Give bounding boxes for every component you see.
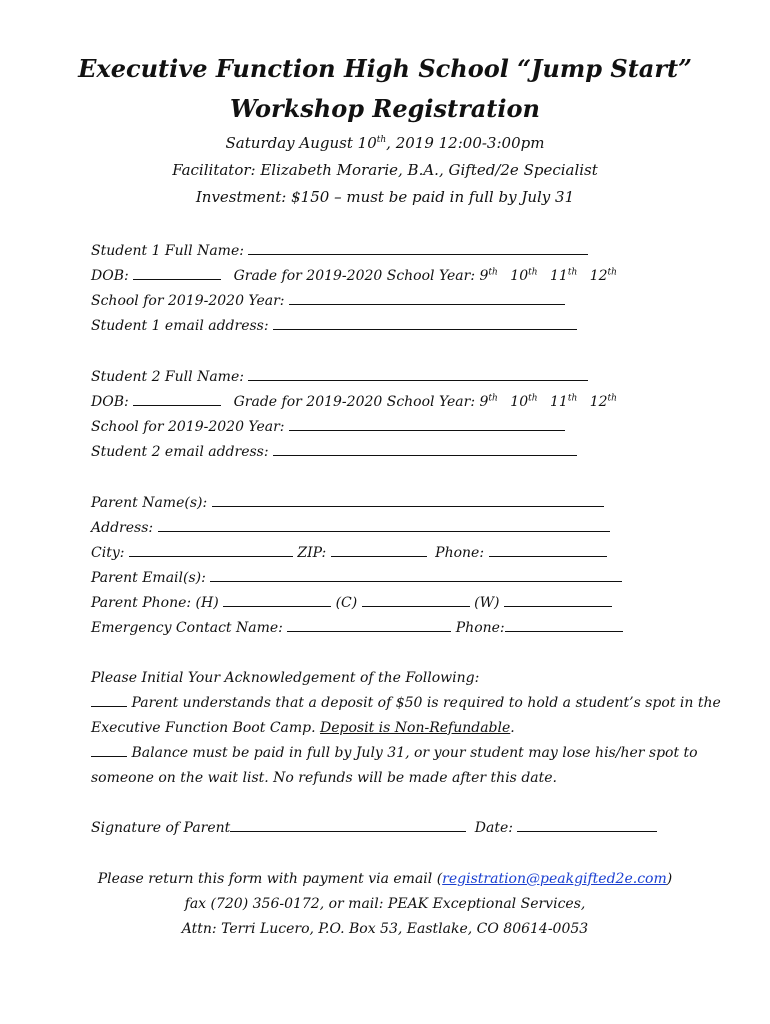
zip-label: ZIP: — [297, 545, 327, 561]
return-instructions-close: ) — [666, 871, 673, 887]
student1-school-field[interactable] — [289, 292, 565, 305]
student2-dob-field[interactable] — [133, 393, 221, 406]
emergency-phone-label: Phone: — [455, 620, 505, 636]
signature-date-label: Date: — [474, 820, 513, 836]
parent-names-row — [91, 494, 604, 512]
student2-email-field[interactable] — [273, 443, 577, 456]
student2-dob-row — [91, 393, 617, 411]
address-row — [91, 519, 610, 537]
grade-11-option[interactable]: 11th — [550, 267, 578, 284]
city-field[interactable] — [129, 544, 293, 557]
student2-school-row — [91, 418, 565, 436]
fax-mail-line: fax (720) 356-0172, or mail: PEAK Exceptional Services, — [184, 896, 586, 912]
student2-name-label: Student 2 Full Name: — [91, 369, 244, 385]
registration-email-link[interactable]: registration@peakgifted2e.com — [442, 871, 667, 887]
acknowledgement-item-1-cont: Executive Function Boot Camp. — [91, 720, 316, 736]
event-date-time: , 2019 12:00-3:00pm — [386, 134, 545, 152]
phone-field[interactable] — [489, 544, 607, 557]
grade-10-option[interactable]: 10th — [510, 267, 538, 284]
student2-school-field[interactable] — [289, 418, 565, 431]
parent-email-row — [91, 569, 622, 587]
form-subtitle: Workshop Registration — [230, 94, 540, 123]
acknowledgement-item-2 — [91, 744, 698, 762]
cell-phone-label: (C) — [335, 595, 358, 611]
zip-field[interactable] — [331, 544, 427, 557]
work-phone-label: (W) — [474, 595, 500, 611]
emergency-row — [91, 619, 623, 637]
emergency-phone-field[interactable] — [505, 619, 623, 632]
grade-11-option[interactable]: 11th — [550, 393, 578, 410]
dob-label: DOB: — [91, 268, 129, 284]
student1-email-row — [91, 317, 577, 335]
form-title: Executive Function High School “Jump Start” — [78, 54, 692, 83]
school-label: School for 2019-2020 Year: — [91, 419, 285, 435]
work-phone-field[interactable] — [504, 594, 612, 607]
return-instructions-text: Please return this form with payment via email ( — [97, 871, 443, 887]
grade-12-option[interactable]: 12th — [589, 267, 617, 284]
grade-12-option[interactable]: 12th — [589, 393, 617, 410]
school-label: School for 2019-2020 Year: — [91, 293, 285, 309]
event-date-text: Saturday August 10 — [225, 134, 377, 152]
student1-school-row — [91, 292, 565, 310]
event-date-suffix: th — [376, 135, 387, 145]
cell-phone-field[interactable] — [362, 594, 470, 607]
non-refundable-note: Deposit is Non-Refundable — [320, 720, 511, 736]
acknowledgement-item-1-text: Parent understands that a deposit of $50 is required to hold a student’s spot in the — [131, 695, 721, 711]
home-phone-field[interactable] — [223, 594, 331, 607]
parent-names-field[interactable] — [212, 494, 604, 507]
return-instructions — [0, 869, 770, 889]
grade-10-option[interactable]: 10th — [510, 393, 538, 410]
student2-name-row — [91, 368, 588, 386]
student1-name-row — [91, 242, 588, 260]
student1-email-label: Student 1 email address: — [91, 318, 269, 334]
signature-field[interactable] — [230, 819, 466, 832]
student1-dob-row — [91, 267, 617, 285]
parent-email-label: Parent Email(s): — [91, 570, 206, 586]
initial-field-1[interactable] — [91, 694, 127, 707]
facilitator: Facilitator: Elizabeth Morarie, B.A., Gifted/2e Specialist — [172, 161, 598, 179]
city-row — [91, 544, 607, 562]
phone-label: Phone: — [435, 545, 485, 561]
dob-label: DOB: — [91, 394, 129, 410]
acknowledgement-item-1-continued — [91, 719, 515, 737]
address-label: Address: — [91, 520, 154, 536]
grade-label: Grade for 2019-2020 School Year: — [233, 268, 476, 284]
acknowledgement-item-1-end: . — [510, 720, 515, 736]
grade-9-option[interactable]: 9th — [479, 393, 498, 410]
signature-date-field[interactable] — [517, 819, 657, 832]
student1-email-field[interactable] — [273, 317, 577, 330]
signature-row — [91, 819, 657, 837]
acknowledgement-item-2-continued: someone on the wait list. No refunds will be made after this date. — [91, 770, 557, 786]
parent-names-label: Parent Name(s): — [91, 495, 208, 511]
parent-phone-row — [91, 594, 612, 612]
student2-name-field[interactable] — [248, 368, 588, 381]
event-date — [0, 133, 770, 153]
acknowledgement-heading: Please Initial Your Acknowledgement of the Following: — [91, 670, 480, 686]
grade-label: Grade for 2019-2020 School Year: — [233, 394, 476, 410]
signature-label: Signature of Parent — [91, 820, 231, 836]
parent-phone-label: Parent Phone: (H) — [91, 595, 219, 611]
acknowledgement-item-1 — [91, 694, 721, 712]
grade-9-option[interactable]: 9th — [479, 267, 498, 284]
student1-name-label: Student 1 Full Name: — [91, 243, 244, 259]
student1-name-field[interactable] — [248, 242, 588, 255]
parent-email-field[interactable] — [210, 569, 622, 582]
student1-dob-field[interactable] — [133, 267, 221, 280]
student2-email-label: Student 2 email address: — [91, 444, 269, 460]
emergency-label: Emergency Contact Name: — [91, 620, 283, 636]
student2-email-row — [91, 443, 577, 461]
initial-field-2[interactable] — [91, 744, 127, 757]
acknowledgement-item-2-text: Balance must be paid in full by July 31, or your student may lose his/her spot to — [131, 745, 698, 761]
investment: Investment: $150 – must be paid in full by July 31 — [195, 188, 575, 206]
address-field[interactable] — [158, 519, 610, 532]
emergency-name-field[interactable] — [287, 619, 451, 632]
mailing-address: Attn: Terri Lucero, P.O. Box 53, Eastlake, CO 80614-0053 — [181, 921, 589, 937]
city-label: City: — [91, 545, 125, 561]
